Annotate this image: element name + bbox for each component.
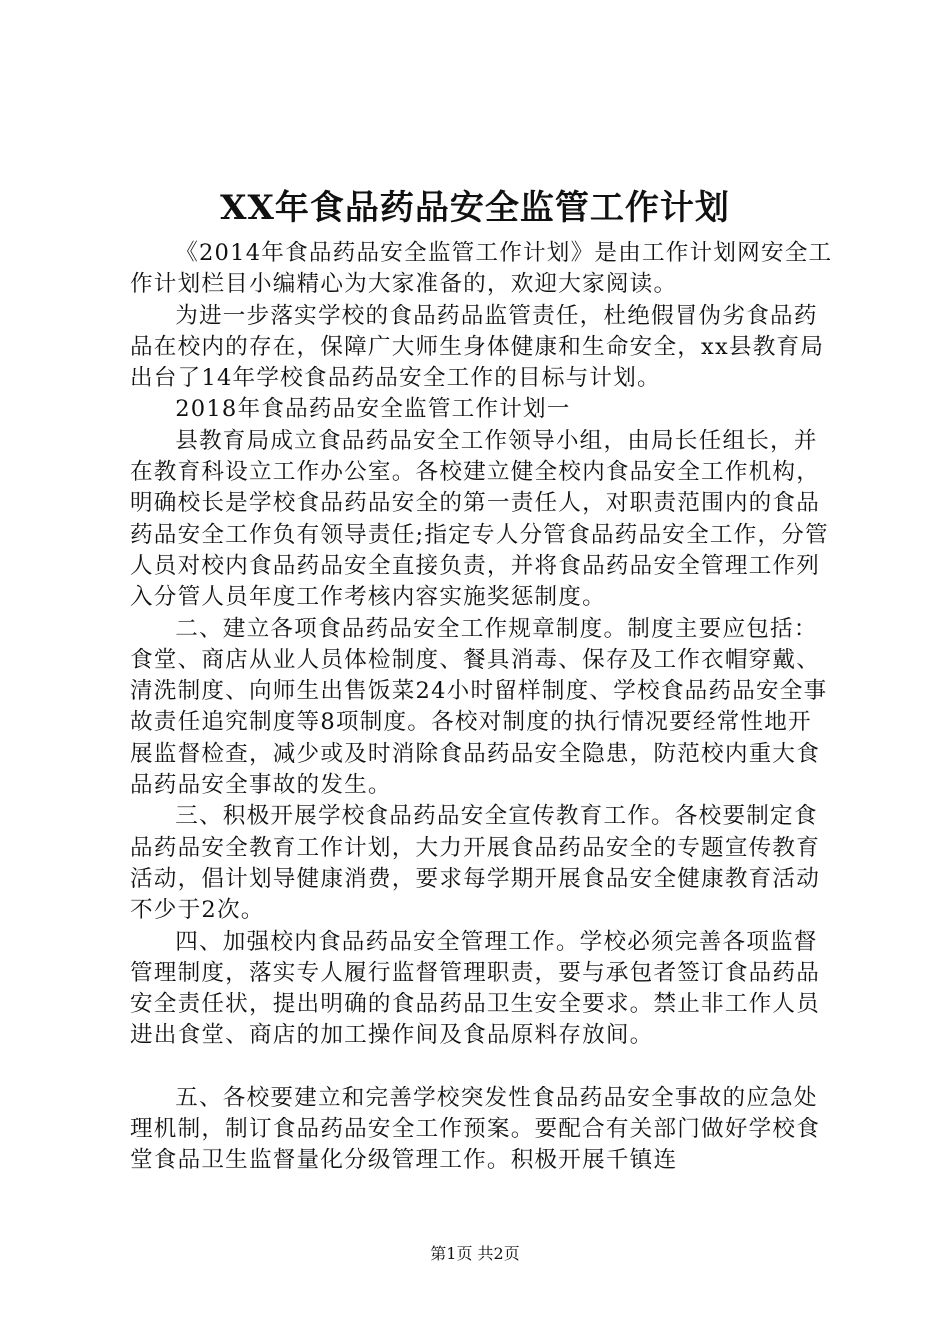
section-heading: 2018年食品药品安全监管工作计划一	[175, 396, 571, 423]
document-body	[130, 238, 834, 1177]
purpose-paragraph: 为进一步落实学校的食品药品监管责任，杜绝假冒伪劣食品药品在校内的存在，保障广大师生身体健康和生命安全，xx县教育局出台了14年学校食品药品安全工作的目标与计划。	[130, 302, 825, 392]
page-title: XX年食品药品安全监管工作计划	[220, 188, 730, 228]
paragraph-rules: 二、建立各项食品药品安全工作规章制度。制度主要应包括：食堂、商店从业人员体检制度、餐具消毒、保存及工作衣帽穿戴、清洗制度、向师生出售饭菜24小时留样制度、学校食品药品安全事故责任追究制度等8项制度。各校对制度的执行情况要经常性地开展监督检查，减少或及时消除食品药品安全隐患，防范校内重大食品药品安全事故的发生。	[130, 615, 828, 799]
intro-paragraph: 《2014年食品药品安全监管工作计划》是由工作计划网安全工作计划栏目小编精心为大家准备的，欢迎大家阅读。	[130, 240, 833, 298]
paragraph-management: 四、加强校内食品药品安全管理工作。学校必须完善各项监督管理制度，落实专人履行监督管理职责，要与承包者签订食品药品安全责任状，提出明确的食品药品卫生安全要求。禁止非工作人员进出食堂、商店的加工操作间及食品原料存放间。	[130, 928, 821, 1049]
paragraph-education: 三、积极开展学校食品药品安全宣传教育工作。各校要制定食品药品安全教育工作计划，大力开展食品药品安全的专题宣传教育活动，倡计划导健康消费，要求每学期开展食品安全健康教育活动不少于2次。	[130, 803, 821, 924]
paragraph-leadership: 县教育局成立食品药品安全工作领导小组，由局长任组长，并在教育科设立工作办公室。各校建立健全校内食品安全工作机构，明确校长是学校食品药品安全的第一责任人，对职责范围内的食品药品安全工作负有领导责任;指定专人分管食品药品安全工作，分管人员对校内食品药品安全直接负责，并将食品药品安全管理工作列入分管人员年度工作考核内容实施奖惩制度。	[130, 427, 829, 611]
paragraph-emergency: 五、各校要建立和完善学校突发性食品药品安全事故的应急处理机制，制订食品药品安全工作预案。要配合有关部门做好学校食堂食品卫生监督量化分级管理工作。积极开展千镇连	[130, 1084, 821, 1174]
page-number: 第1页 共2页	[430, 1244, 520, 1263]
